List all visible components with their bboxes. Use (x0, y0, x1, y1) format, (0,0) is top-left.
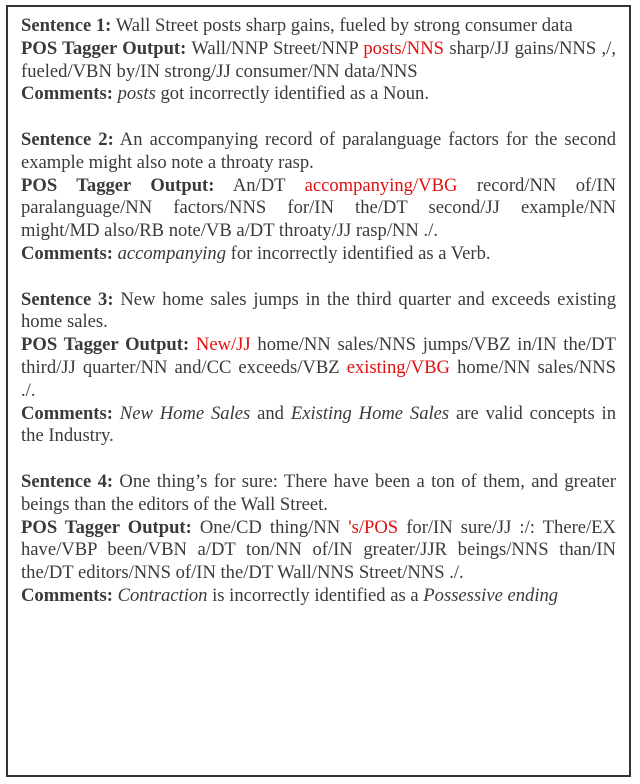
sentence-3-comment-text: are valid concepts in the Industry. (21, 402, 617, 447)
sentence-3-pos-output (21, 334, 616, 402)
sentence-4-comment-mid: is incorrectly identified as a (212, 584, 419, 606)
sentence-2-pos-output (21, 175, 616, 243)
sentence-3-comments (21, 403, 616, 449)
sentence-4-comment-term-2: Possessive ending (423, 584, 559, 606)
sentence-1-comment-text: got incorrectly identified as a Noun. (160, 83, 429, 105)
sentence-3-comment-term-2: Existing Home Sales (290, 402, 450, 424)
sentence-2-pos-part-a: An/DT (232, 174, 286, 196)
sentence-1-pos-part-a: Wall/NNP Street/NNP (191, 37, 359, 59)
sentence-2-comment-term: accompanying (117, 242, 227, 264)
comments-label: Comments: (21, 242, 113, 264)
sentence-3-pos-error-1: New/JJ (195, 334, 251, 356)
sentence-1-comments (21, 83, 616, 106)
sentence-1-block (21, 15, 616, 106)
pos-output-label: POS Tagger Output: (21, 37, 187, 59)
sentence-3 (21, 289, 616, 335)
sentence-3-label: Sentence 3: (21, 288, 114, 310)
sentence-4 (21, 471, 616, 517)
sentence-2 (21, 129, 616, 175)
sentence-3-text: New home sales jumps in the third quarter and exceeds existing home sales. (21, 288, 616, 333)
sentence-2-text: An accompanying record of paralanguage factors for the second example might also note a throaty rasp. (21, 128, 616, 173)
sentence-3-pos-error-2: existing/VBG (346, 356, 450, 378)
comments-label: Comments: (21, 402, 113, 424)
sentence-4-text: One thing’s for sure: There have been a ton of them, and greater beings than the editors of the Wall Street. (21, 470, 616, 515)
sentence-2-pos-part-b: record/NN of/IN paralanguage/NN factors/NNS for/IN the/DT second/JJ example/NN might/MD also/RB note/VB a/DT throaty/JJ rasp/NN ./. (21, 174, 617, 242)
comments-label: Comments: (21, 83, 113, 105)
sentence-1-label: Sentence 1: (21, 15, 112, 36)
sentence-3-block (21, 289, 616, 449)
sentence-3-pos-part-a: home/NN sales/NNS jumps/VBZ in/IN the/DT third/JJ quarter/NN and/CC exceeds/VBZ (21, 334, 616, 378)
pos-output-label: POS Tagger Output: (21, 516, 192, 538)
sentence-4-label: Sentence 4: (21, 470, 114, 492)
sentence-4-pos-output (21, 517, 616, 585)
sentence-2-comments (21, 243, 616, 266)
comments-label: Comments: (21, 584, 113, 606)
pos-output-label: POS Tagger Output: (21, 174, 215, 196)
sentence-1-comment-term: posts (117, 83, 156, 105)
sentence-4-comment-term-1: Contraction (117, 584, 208, 606)
sentence-2-label: Sentence 2: (21, 128, 114, 150)
sentence-3-comment-term-1: New Home Sales (119, 402, 251, 424)
sentence-1-pos-part-b: sharp/JJ gains/NNS ,/, fueled/VBN by/IN strong/JJ consumer/NN data/NNS (21, 37, 616, 82)
sentence-4-pos-part-a: One/CD thing/NN (199, 516, 341, 538)
sentence-4-pos-error: 's/POS (348, 516, 399, 538)
sentence-3-comment-mid: and (257, 402, 284, 424)
sentence-2-pos-error: accompanying/VBG (304, 174, 458, 196)
pos-output-label: POS Tagger Output: (21, 334, 190, 356)
sentence-4-comments (21, 585, 616, 608)
sentence-2-comment-text: for incorrectly identified as a Verb. (230, 242, 491, 264)
sentence-3-pos-part-b: home/NN sales/NNS ./. (21, 356, 616, 401)
sentence-1-pos-output (21, 38, 616, 84)
sentence-1-text: Wall Street posts sharp gains, fueled by strong consumer data (115, 15, 573, 36)
sentence-4-pos-part-b: for/IN sure/JJ :/: There/EX have/VBP been/VBN a/DT ton/NN of/IN greater/JJR beings/NNS than/IN the/DT editors/NNS of/IN the/DT Wall/NNS Street/NNS ./. (21, 516, 616, 584)
sentence-1-pos-error: posts/NNS (363, 37, 444, 59)
sentence-2-block (21, 129, 616, 266)
pos-error-examples-box (6, 5, 631, 777)
sentence-1 (21, 15, 616, 38)
sentence-4-block (21, 471, 616, 608)
